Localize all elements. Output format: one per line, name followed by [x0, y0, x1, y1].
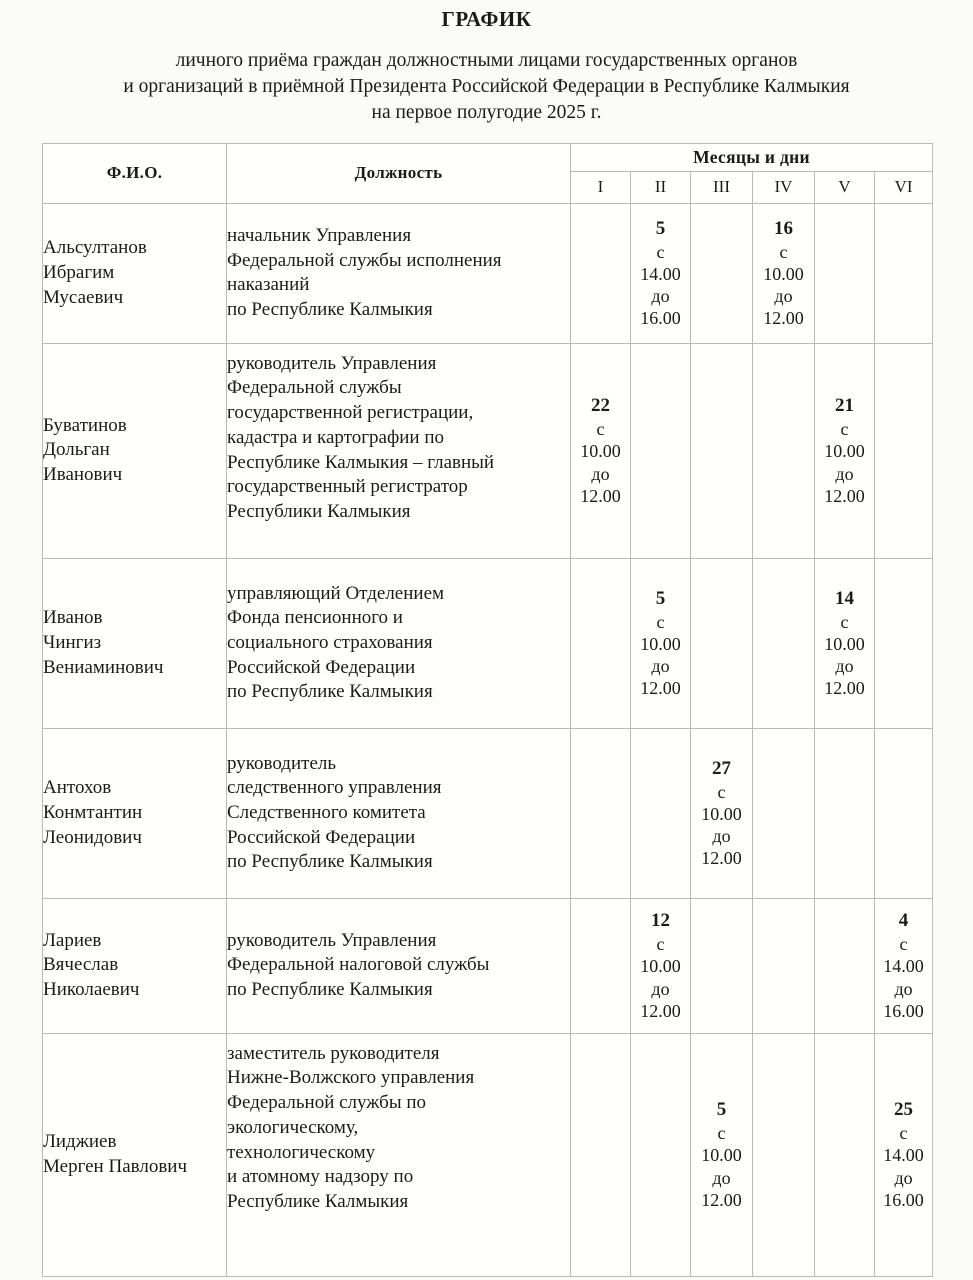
fio-text	[43, 236, 226, 310]
cell-month-I	[571, 898, 631, 1033]
appointment-to-label: до	[651, 656, 670, 677]
position-line: социального страхования	[227, 631, 433, 653]
cell-month-IV	[753, 728, 815, 898]
position-text	[227, 1034, 570, 1215]
appointment-from-label: с	[596, 419, 605, 440]
column-header-month-2: II	[631, 171, 691, 203]
fio-line: Лиджиев	[43, 1131, 117, 1153]
appointment-to-time: 12.00	[763, 308, 804, 329]
cell-month-I	[571, 203, 631, 343]
position-line: по Республике Калмыкия	[227, 979, 433, 1001]
fio-line: Леонидович	[43, 826, 142, 848]
position-text	[227, 752, 570, 875]
position-text	[227, 344, 570, 525]
position-line: Нижне-Волжского управления	[227, 1067, 475, 1089]
appointment-to-time: 12.00	[701, 848, 742, 869]
appointment-to-time: 12.00	[824, 485, 865, 506]
cell-position	[227, 898, 571, 1033]
cell-fio	[43, 558, 227, 728]
cell-month-II	[631, 898, 691, 1033]
fio-line: Буватинов	[43, 414, 127, 436]
subtitle-line-3: на первое полугодие 2025 г.	[371, 101, 602, 123]
cell-month-II	[631, 343, 691, 558]
appointment-to-time: 16.00	[883, 1000, 924, 1021]
appointment-from-label: с	[840, 611, 849, 632]
position-line: Российской Федерации	[227, 656, 416, 678]
position-line: Республики Калмыкия	[227, 500, 411, 522]
table-row	[43, 343, 933, 558]
position-line: по Республике Калмыкия	[227, 298, 433, 320]
cell-month-II	[631, 203, 691, 343]
position-text	[227, 929, 570, 1003]
cell-month-IV	[753, 203, 815, 343]
fio-line: Иванов	[43, 607, 103, 629]
appointment-from-time: 14.00	[640, 263, 681, 284]
document-subtitle	[0, 30, 973, 126]
appointment-to-label: до	[651, 286, 670, 307]
appointment-from-label: с	[656, 241, 665, 262]
appointment-from-time: 10.00	[640, 956, 681, 977]
position-line: по Республике Калмыкия	[227, 681, 433, 703]
position-line: Фонда пенсионного и	[227, 607, 403, 629]
cell-month-III	[691, 728, 753, 898]
fio-line: Альсултанов	[43, 237, 147, 259]
cell-month-V	[815, 728, 875, 898]
position-line: руководитель	[227, 752, 337, 774]
fio-line: Мерген Павлович	[43, 1155, 188, 1177]
position-line: Российской Федерации	[227, 826, 416, 848]
fio-text	[43, 776, 226, 850]
cell-month-IV	[753, 1033, 815, 1276]
position-line: государственный регистратор	[227, 476, 468, 498]
appointment-from-time: 14.00	[883, 956, 924, 977]
position-line: Федеральной налоговой службы	[227, 954, 490, 976]
column-header-fio: Ф.И.О.	[43, 143, 227, 203]
fio-text	[43, 606, 226, 680]
cell-fio	[43, 898, 227, 1033]
position-line: Федеральной службы по	[227, 1092, 427, 1114]
column-header-month-4: IV	[753, 171, 815, 203]
cell-month-V	[815, 203, 875, 343]
position-line: Федеральной службы	[227, 377, 402, 399]
position-line: Следственного комитета	[227, 801, 426, 823]
cell-month-III	[691, 898, 753, 1033]
column-header-position: Должность	[227, 143, 571, 203]
position-line: начальник Управления	[227, 224, 412, 246]
cell-month-VI	[875, 1033, 933, 1276]
appointment-to-time: 12.00	[640, 1000, 681, 1021]
table-body	[43, 203, 933, 1276]
schedule-table	[42, 143, 933, 1277]
appointment-to-label: до	[712, 826, 731, 847]
cell-month-IV	[753, 898, 815, 1033]
appointment-to-label: до	[651, 978, 670, 999]
fio-line: Чингиз	[43, 631, 102, 653]
appointment-to-label: до	[894, 1167, 913, 1188]
cell-month-V	[815, 898, 875, 1033]
cell-month-VI	[875, 343, 933, 558]
cell-month-V	[815, 1033, 875, 1276]
appointment-to-label: до	[835, 656, 854, 677]
appointment-to-time: 16.00	[640, 308, 681, 329]
position-line: управляющий Отделением	[227, 582, 445, 604]
cell-month-IV	[753, 343, 815, 558]
appointment-from-label: с	[717, 781, 726, 802]
cell-month-III	[691, 1033, 753, 1276]
cell-position	[227, 203, 571, 343]
fio-line: Вячеслав	[43, 954, 119, 976]
appointment-from-label: с	[840, 419, 849, 440]
position-text	[227, 582, 570, 705]
table-row	[43, 558, 933, 728]
cell-month-I	[571, 1033, 631, 1276]
fio-line: Ибрагим	[43, 261, 115, 283]
position-line: Республике Калмыкия	[227, 1190, 409, 1212]
column-header-months-group: Месяцы и дни	[571, 143, 933, 171]
position-text	[227, 224, 570, 323]
appointment-day: 21	[835, 395, 854, 417]
appointment-from-time: 10.00	[824, 633, 865, 654]
appointment-from-time: 10.00	[701, 803, 742, 824]
position-line: и атомному надзору по	[227, 1166, 414, 1188]
position-line: заместитель руководителя	[227, 1042, 440, 1064]
cell-position	[227, 558, 571, 728]
fio-text	[43, 929, 226, 1003]
appointment-day: 16	[774, 217, 793, 239]
fio-line: Конмтантин	[43, 801, 143, 823]
position-line: руководитель Управления	[227, 929, 437, 951]
position-line: Федеральной службы исполнения	[227, 249, 502, 271]
cell-fio	[43, 343, 227, 558]
cell-fio	[43, 728, 227, 898]
appointment-to-label: до	[835, 463, 854, 484]
appointment-from-label: с	[779, 241, 788, 262]
appointment-from-label: с	[717, 1123, 726, 1144]
position-line: по Республике Калмыкия	[227, 851, 433, 873]
appointment-day: 5	[655, 217, 666, 239]
cell-month-I	[571, 343, 631, 558]
appointment-from-label: с	[656, 611, 665, 632]
cell-month-V	[815, 343, 875, 558]
table-row	[43, 203, 933, 343]
column-header-month-6: VI	[875, 171, 933, 203]
table-row	[43, 728, 933, 898]
appointment-from-label: с	[656, 934, 665, 955]
appointment-to-time: 16.00	[883, 1189, 924, 1210]
table-row	[43, 1033, 933, 1276]
appointment-from-time: 10.00	[701, 1145, 742, 1166]
column-header-month-5: V	[815, 171, 875, 203]
position-line: технологическому	[227, 1141, 376, 1163]
cell-month-I	[571, 728, 631, 898]
fio-text	[43, 1130, 226, 1179]
position-line: кадастра и картографии по	[227, 426, 445, 448]
page-title: ГРАФИК	[441, 7, 532, 31]
appointment-to-time: 12.00	[824, 678, 865, 699]
cell-month-III	[691, 558, 753, 728]
fio-line: Мусаевич	[43, 286, 124, 308]
schedule-table-container	[0, 126, 973, 1277]
cell-month-III	[691, 203, 753, 343]
appointment-to-label: до	[774, 286, 793, 307]
cell-month-VI	[875, 203, 933, 343]
appointment-from-time: 10.00	[824, 441, 865, 462]
cell-position	[227, 1033, 571, 1276]
appointment-day: 25	[894, 1099, 914, 1121]
cell-month-I	[571, 558, 631, 728]
position-line: экологическому,	[227, 1116, 359, 1138]
appointment-day: 12	[651, 910, 670, 932]
appointment-from-time: 10.00	[763, 263, 804, 284]
appointment-to-label: до	[712, 1167, 731, 1188]
fio-line: Лариев	[43, 929, 102, 951]
position-line: руководитель Управления	[227, 352, 437, 374]
appointment-from-time: 10.00	[640, 633, 681, 654]
column-header-month-3: III	[691, 171, 753, 203]
appointment-from-label: с	[899, 1123, 908, 1144]
header-row-top	[43, 143, 933, 171]
fio-line: Иванович	[43, 464, 123, 486]
appointment-from-time: 14.00	[883, 1145, 924, 1166]
table-row	[43, 898, 933, 1033]
appointment-from-label: с	[899, 934, 908, 955]
appointment-to-time: 12.00	[640, 678, 681, 699]
appointment-day: 5	[655, 587, 666, 609]
cell-month-V	[815, 558, 875, 728]
appointment-day: 27	[712, 757, 731, 779]
cell-month-VI	[875, 728, 933, 898]
fio-line: Антохов	[43, 777, 112, 799]
cell-month-II	[631, 1033, 691, 1276]
subtitle-line-2: и организаций в приёмной Президента Российской Федерации в Республике Калмыкия	[123, 75, 850, 97]
cell-month-II	[631, 558, 691, 728]
fio-text	[43, 414, 226, 488]
position-line: наказаний	[227, 274, 310, 296]
subtitle-line-1: личного приёма граждан должностными лицами государственных органов	[175, 50, 798, 71]
cell-month-III	[691, 343, 753, 558]
cell-month-VI	[875, 898, 933, 1033]
appointment-from-time: 10.00	[580, 441, 621, 462]
cell-month-VI	[875, 558, 933, 728]
appointment-day: 22	[591, 395, 610, 417]
appointment-to-time: 12.00	[701, 1189, 742, 1210]
appointment-to-label: до	[591, 463, 610, 484]
appointment-to-label: до	[894, 978, 913, 999]
cell-month-IV	[753, 558, 815, 728]
cell-position	[227, 728, 571, 898]
cell-fio	[43, 1033, 227, 1276]
position-line: следственного управления	[227, 777, 442, 799]
cell-fio	[43, 203, 227, 343]
position-line: государственной регистрации,	[227, 402, 474, 424]
fio-line: Дольган	[43, 439, 110, 461]
appointment-day: 5	[716, 1099, 727, 1121]
appointment-day: 14	[835, 587, 854, 609]
fio-line: Николаевич	[43, 979, 140, 1001]
column-header-month-1: I	[571, 171, 631, 203]
cell-position	[227, 343, 571, 558]
position-line: Республике Калмыкия – главный	[227, 451, 495, 473]
fio-line: Вениаминович	[43, 656, 164, 678]
cell-month-II	[631, 728, 691, 898]
table-header	[43, 143, 933, 203]
appointment-day: 4	[898, 910, 909, 932]
appointment-to-time: 12.00	[580, 485, 621, 506]
